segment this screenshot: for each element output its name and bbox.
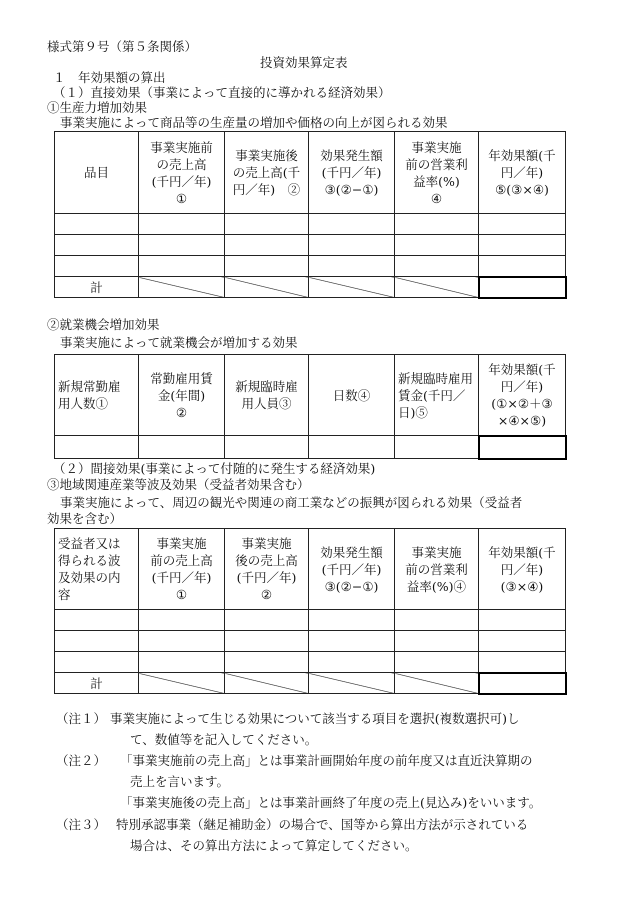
productivity-table — [54, 131, 567, 299]
table-row — [55, 235, 566, 256]
table-row — [55, 610, 566, 631]
direct-effect-heading: （１）直接効果（事業によって直接的に導かれる経済効果） — [53, 85, 391, 100]
disabled-cell — [139, 277, 225, 298]
table-header-row — [55, 132, 566, 214]
regional-description-cont: 効果を含む） — [47, 511, 123, 526]
total-label: 計 — [55, 673, 139, 694]
form-label: 様式第９号（第５条関係） — [47, 39, 198, 54]
employment-heading: ②就業機会増加効果 — [47, 317, 160, 332]
header-cell: 年効果額(千 円／年) (③×④) — [479, 529, 566, 610]
indirect-effect-heading: （２）間接効果(事業によって付随的に発生する経済効果) — [53, 461, 376, 476]
table-row — [55, 652, 566, 673]
page-title: 投資効果算定表 — [260, 55, 348, 70]
header-cell: 効果発生額 (千円／年) ③(②−①) — [309, 132, 395, 214]
disabled-cell — [309, 277, 395, 298]
disabled-cell — [139, 673, 225, 694]
table-row — [55, 256, 566, 277]
header-cell: 事業実施 後の売上高 (千円／年) ② — [225, 529, 309, 610]
regional-description: 事業実施によって、周辺の観光や関連の商工業などの振興が図られる効果（受益者 — [60, 495, 523, 510]
header-cell: 新規臨時雇用 賃金(千円／ 日)⑤ — [395, 355, 479, 436]
total-value-cell[interactable] — [479, 436, 566, 459]
section-heading: １ 年効果額の算出 — [53, 70, 166, 85]
header-cell: 事業実施 前の売上高 (千円／年) ① — [139, 529, 225, 610]
table-header-row — [55, 355, 566, 436]
total-label: 計 — [55, 277, 139, 298]
total-value-cell[interactable] — [479, 673, 566, 694]
regional-heading: ③地域関連産業等波及効果（受益者効果含む） — [47, 477, 310, 492]
employment-description: 事業実施によって就業機会が増加する効果 — [60, 335, 298, 350]
disabled-cell — [309, 673, 395, 694]
regional-table — [54, 528, 567, 695]
note-2: （注２） 「事業実施前の売上高」とは事業計画開始年度の前年度又は直近決算期の 売上を言います。 「事業実施後の売上高」とは事業計画終了年度の売上(見込み)をいいます。 — [56, 753, 542, 810]
total-row — [55, 277, 566, 298]
productivity-description: 事業実施によって商品等の生産量の増加や価格の向上が図られる効果 — [60, 115, 448, 130]
header-cell: 効果発生額 (千円／年) ③(②−①) — [309, 529, 395, 610]
header-cell: 常勤雇用賃 金(年間) ② — [139, 355, 225, 436]
disabled-cell — [225, 673, 309, 694]
header-cell: 年効果額(千 円／年) (①×②＋③ ×④×⑤) — [479, 355, 566, 436]
table-row — [55, 631, 566, 652]
header-cell: 新規常勤雇 用人数① — [55, 355, 139, 436]
note-3: （注３） 特別承認事業（継足補助金）の場合で、国等から算出方法が示されている 場合は、その算出方法によって算定してください。 — [56, 817, 529, 853]
note-1: （注１） 事業実施によって生じる効果について該当する項目を選択(複数選択可)し て、数値等を記入してください。 — [56, 711, 520, 747]
employment-table — [54, 354, 567, 460]
header-cell: 年効果額(千 円／年) ⑤(③×④) — [479, 132, 566, 214]
header-cell: 事業実施 前の営業利 益率(%)④ — [395, 529, 479, 610]
table-row — [55, 214, 566, 235]
productivity-heading: ①生産力増加効果 — [47, 100, 148, 115]
disabled-cell — [395, 277, 479, 298]
header-cell: 事業実施 前の営業利 益率(%) ④ — [395, 132, 479, 214]
header-cell: 事業実施前 の売上高 (千円／年) ① — [139, 132, 225, 214]
disabled-cell — [395, 673, 479, 694]
header-cell: 品目 — [55, 132, 139, 214]
header-cell: 受益者又は 得られる波 及効果の内 容 — [55, 529, 139, 610]
header-cell: 日数④ — [309, 355, 395, 436]
total-row — [55, 673, 566, 694]
header-cell: 新規臨時雇 用人員③ — [225, 355, 309, 436]
table-header-row — [55, 529, 566, 610]
total-value-cell[interactable] — [479, 277, 566, 298]
table-row — [55, 436, 566, 459]
disabled-cell — [225, 277, 309, 298]
header-cell: 事業実施後 の売上高(千 円／年) ② — [225, 132, 309, 214]
